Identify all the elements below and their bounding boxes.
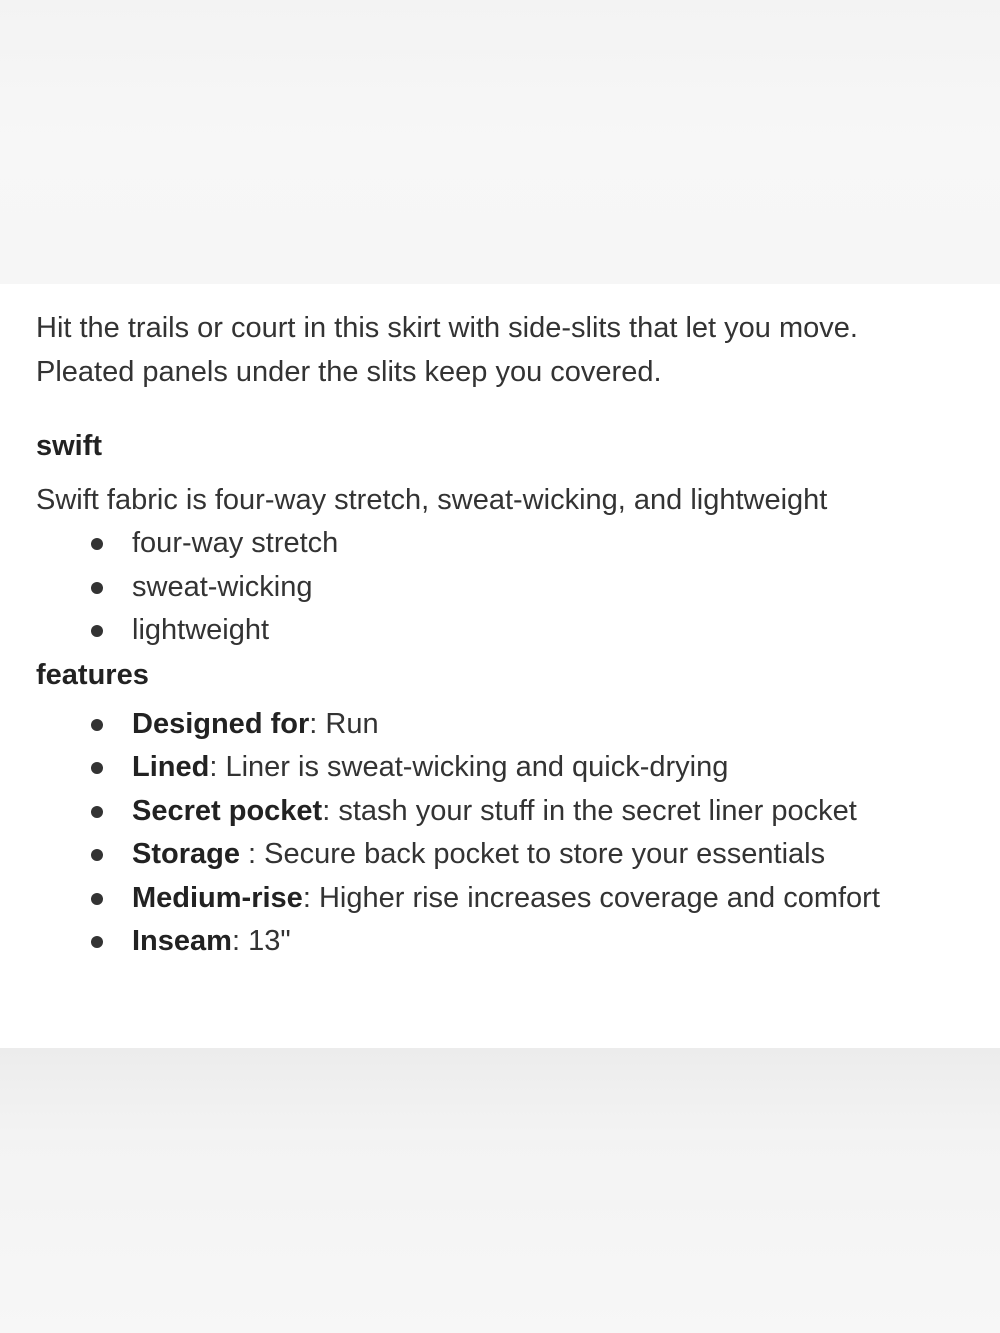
intro-line-2: Pleated panels under the slits keep you covered.: [36, 356, 662, 388]
feature-value: stash your stuff in the secret liner pocket: [338, 794, 857, 827]
fabric-property-text: four-way stretch: [132, 527, 339, 559]
product-description-card: [0, 284, 1000, 1048]
top-blank-area: [0, 0, 1000, 284]
bullet-icon: [91, 582, 103, 594]
feature-separator: :: [322, 794, 339, 827]
feature-label: Secret pocket: [132, 794, 323, 827]
feature-label: Lined: [132, 751, 210, 783]
bottom-blank-area: [0, 1048, 1000, 1333]
feature-label: Designed for: [132, 707, 310, 740]
list-item: [88, 522, 964, 566]
feature-value: Run: [325, 707, 379, 740]
feature-label: Medium-rise: [132, 881, 303, 914]
feature-label: Inseam: [132, 925, 232, 957]
fabric-property-text: lightweight: [132, 614, 270, 646]
feature-separator: :: [309, 707, 326, 740]
bullet-icon: [91, 936, 103, 948]
bullet-icon: [91, 762, 103, 774]
list-item: [88, 609, 964, 653]
list-item: [88, 566, 964, 610]
fabric-description: Swift fabric is four-way stretch, sweat-wicking, and lightweight: [36, 484, 828, 516]
feature-label: Storage: [132, 838, 240, 870]
fabric-heading: swift: [36, 430, 103, 462]
feature-value: Secure back pocket to store your essentials: [264, 838, 826, 870]
bullet-icon: [91, 538, 103, 550]
list-item: [88, 833, 964, 877]
features-list: [36, 703, 964, 964]
list-item: [88, 877, 964, 921]
list-item: [88, 703, 964, 747]
feature-separator: :: [209, 751, 226, 783]
features-heading: features: [36, 658, 149, 691]
feature-value: Higher rise increases coverage and comfort: [318, 881, 880, 914]
bullet-icon: [91, 893, 103, 905]
feature-value: 13": [248, 925, 291, 957]
bullet-icon: [91, 625, 103, 637]
fabric-property-text: sweat-wicking: [132, 570, 313, 603]
intro-line-1: Hit the trails or court in this skirt with side-slits that let you move.: [36, 312, 858, 344]
feature-separator: :: [231, 925, 249, 957]
bullet-icon: [91, 719, 103, 731]
list-item: [88, 746, 964, 790]
fabric-properties-list: [36, 522, 964, 653]
feature-separator: :: [239, 838, 265, 870]
bullet-icon: [91, 806, 103, 818]
bullet-icon: [91, 849, 103, 861]
feature-separator: :: [302, 881, 319, 914]
list-item: [88, 790, 964, 834]
intro-paragraph: [36, 306, 964, 394]
feature-value: Liner is sweat-wicking and quick-drying: [225, 751, 729, 783]
list-item: [88, 920, 964, 964]
